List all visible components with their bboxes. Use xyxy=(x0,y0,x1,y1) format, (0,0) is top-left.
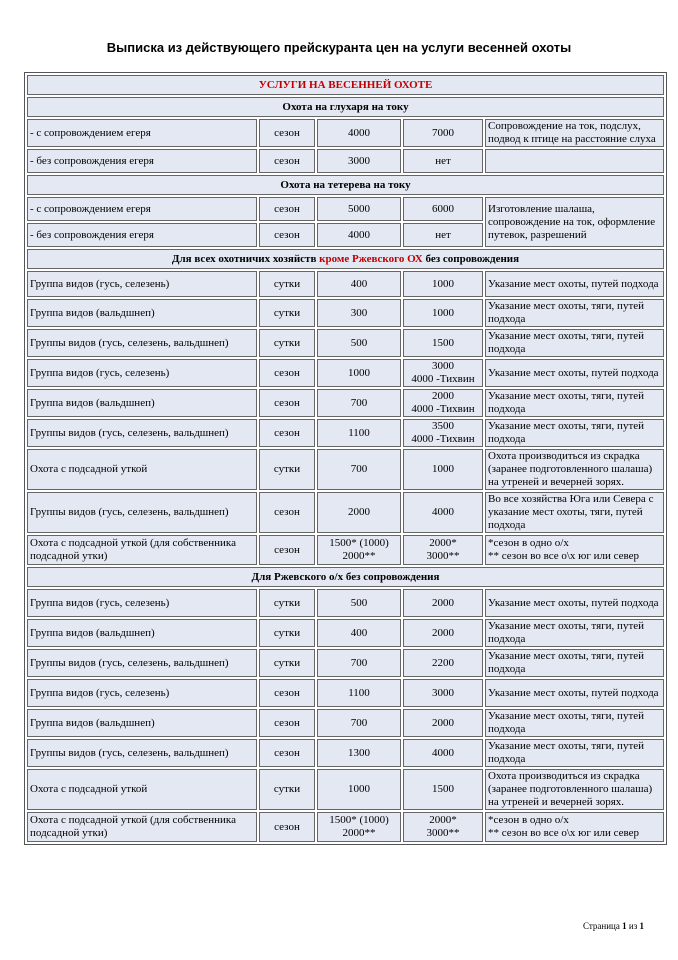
price-1-value: 2000 xyxy=(348,506,370,518)
service-name: Группы видов (гусь, селезень, вальдшнеп) xyxy=(27,492,257,533)
period-cell: сутки xyxy=(259,271,315,297)
note-text: Изготовление шалаша, сопровождение на ток, оформление путевок, разрешений xyxy=(488,202,656,241)
price-1-value: 1100 xyxy=(348,686,370,699)
period-cell: сезон xyxy=(259,679,315,707)
price-2-cell xyxy=(403,299,483,327)
price-1-value: 700 xyxy=(350,396,368,409)
period-cell: сезон xyxy=(259,223,315,247)
price-2-cell xyxy=(403,389,483,417)
price-2-value: 4000 xyxy=(432,506,454,518)
price-1-cell xyxy=(317,769,401,810)
price-1-cell xyxy=(317,449,401,490)
section-heading-black-grouse: Охота на тетерева на току xyxy=(27,175,664,195)
page-footer xyxy=(583,921,644,931)
section-heading-highlight: кроме Ржевского ОХ xyxy=(319,252,423,265)
note-text: Указание мест охоты, тяги, путей подхода xyxy=(488,390,645,415)
table-row xyxy=(27,812,664,842)
service-name: Охота с подсадной уткой xyxy=(27,449,257,490)
price-2-cell xyxy=(403,419,483,447)
service-name: Группы видов (гусь, селезень, вальдшнеп) xyxy=(27,649,257,677)
note-cell xyxy=(485,709,664,737)
price-2-cell xyxy=(403,329,483,357)
price-1-cell xyxy=(317,329,401,357)
table-row xyxy=(27,299,664,327)
price-1-value: 700 xyxy=(350,656,368,669)
price-1-value: 1000 xyxy=(348,783,370,795)
note-cell xyxy=(485,197,664,247)
period-cell: сезон xyxy=(259,389,315,417)
note-cell xyxy=(485,271,664,297)
note-cell xyxy=(485,299,664,327)
price-1-value: 3000 xyxy=(348,154,370,167)
price-2-value: 1500 xyxy=(432,783,454,795)
service-name: Группа видов (гусь, селезень) xyxy=(27,271,257,297)
note-text: *сезон в одно о/х xyxy=(488,814,569,826)
price-1-value: 1100 xyxy=(348,426,370,439)
table-row xyxy=(27,492,664,533)
table-row xyxy=(27,271,664,297)
note-text: Указание мест охоты, тяги, путей подхода xyxy=(488,710,645,735)
price-2-extra: 4000 -Тихвин xyxy=(411,373,475,385)
period-cell: сезон xyxy=(259,197,315,221)
price-2-value: 2000 xyxy=(432,626,454,639)
price-2-cell xyxy=(403,271,483,297)
price-2-value: 7000 xyxy=(432,126,454,139)
section-heading-capercaillie: Охота на глухаря на току xyxy=(27,97,664,117)
price-1-cell xyxy=(317,535,401,565)
period-cell: сезон xyxy=(259,535,315,565)
note-cell xyxy=(485,359,664,387)
price-2-cell xyxy=(403,359,483,387)
footer-of-label: из xyxy=(628,921,638,931)
service-name: Группы видов (гусь, селезень, вальдшнеп) xyxy=(27,419,257,447)
price-2-extra: 3000** xyxy=(426,827,460,839)
service-name: Охота с подсадной уткой (для собственника подсадной утки) xyxy=(27,535,257,565)
price-2-value: 1000 xyxy=(432,277,454,290)
table-row xyxy=(27,589,664,617)
table-row xyxy=(27,769,664,810)
service-name: - с сопровождением егеря xyxy=(27,197,257,221)
service-name: Охота с подсадной уткой (для собственника подсадной утки) xyxy=(27,812,257,842)
period-cell: сезон xyxy=(259,709,315,737)
table-title: УСЛУГИ НА ВЕСЕННЕЙ ОХОТЕ xyxy=(27,75,664,95)
table-row xyxy=(27,449,664,490)
price-2-value: нет xyxy=(435,154,451,167)
price-1-extra: 2000** xyxy=(342,550,376,562)
price-1-value: 5000 xyxy=(348,202,370,215)
note-cell xyxy=(485,389,664,417)
price-1-cell xyxy=(317,299,401,327)
service-name: Группы видов (гусь, селезень, вальдшнеп) xyxy=(27,329,257,357)
price-1-cell xyxy=(317,149,401,173)
price-1-cell xyxy=(317,619,401,647)
price-1-cell xyxy=(317,197,401,221)
period-cell: сезон xyxy=(259,419,315,447)
price-1-value: 500 xyxy=(350,336,368,349)
price-2-value: 2200 xyxy=(432,656,454,669)
price-2-value: 1000 xyxy=(432,463,454,475)
price-1-value: 1500* (1000) xyxy=(329,814,389,826)
note-text: Указание мест охоты, тяги, путей подхода xyxy=(488,420,645,445)
note-cell xyxy=(485,619,664,647)
table-row xyxy=(27,709,664,737)
price-1-value: 300 xyxy=(350,306,368,319)
period-cell: сезон xyxy=(259,119,315,147)
price-1-cell xyxy=(317,271,401,297)
service-name: - без сопровождения егеря xyxy=(27,149,257,173)
period-cell: сутки xyxy=(259,649,315,677)
note-cell xyxy=(485,419,664,447)
price-2-cell xyxy=(403,589,483,617)
price-1-cell xyxy=(317,739,401,767)
price-1-cell xyxy=(317,589,401,617)
footer-page-label: Страница xyxy=(583,921,620,931)
note-text: Указание мест охоты, путей подхода xyxy=(488,366,659,379)
note-text: Охота производиться из скрадка (заранее подготовленного шалаша) на утреней и вечерней зорях. xyxy=(488,770,653,808)
price-1-value: 4000 xyxy=(348,228,370,241)
note-text: Указание мест охоты, тяги, путей подхода xyxy=(488,650,645,675)
price-2-cell xyxy=(403,739,483,767)
note-cell xyxy=(485,589,664,617)
period-cell: сутки xyxy=(259,619,315,647)
service-name: Группа видов (гусь, селезень) xyxy=(27,359,257,387)
price-1-cell xyxy=(317,419,401,447)
price-2-value: 2000 xyxy=(432,716,454,729)
table-row xyxy=(27,419,664,447)
note-cell xyxy=(485,769,664,810)
note-cell xyxy=(485,492,664,533)
note-cell xyxy=(485,535,664,565)
price-2-cell xyxy=(403,492,483,533)
table-row xyxy=(27,389,664,417)
price-2-value: 3000 xyxy=(432,360,454,372)
price-2-cell xyxy=(403,812,483,842)
service-name: - без сопровождения егеря xyxy=(27,223,257,247)
service-name: - с сопровождением егеря xyxy=(27,119,257,147)
service-name: Группы видов (гусь, селезень, вальдшнеп) xyxy=(27,739,257,767)
price-1-cell xyxy=(317,223,401,247)
price-1-value: 4000 xyxy=(348,126,370,139)
price-2-extra: 3000** xyxy=(426,550,460,562)
price-2-cell xyxy=(403,649,483,677)
section-heading-part: Для всех охотничих хозяйств xyxy=(171,252,317,265)
period-cell: сезон xyxy=(259,359,315,387)
table-row xyxy=(27,359,664,387)
table-row xyxy=(27,149,664,173)
note-extra: ** сезон во все о\х юг или север xyxy=(488,550,640,562)
price-2-value: 1000 xyxy=(432,306,454,319)
price-1-cell xyxy=(317,492,401,533)
footer-page-total: 1 xyxy=(639,921,644,931)
period-cell: сутки xyxy=(259,769,315,810)
price-2-cell xyxy=(403,679,483,707)
note-text: Указание мест охоты, путей подхода xyxy=(488,277,659,290)
section-heading-part: без сопровождения xyxy=(425,252,520,265)
price-2-value: 3000 xyxy=(432,686,454,699)
note-text: Во все хозяйства Юга или Севера с указание мест охоты, тяги, путей подхода xyxy=(488,493,654,531)
section-heading-rzhev: Для Ржевского о/х без сопровождения xyxy=(27,567,664,587)
note-cell xyxy=(485,329,664,357)
table-row xyxy=(27,329,664,357)
price-2-value: 2000 xyxy=(432,596,454,609)
price-1-value: 1000 xyxy=(348,366,370,379)
price-2-value: 2000* xyxy=(429,814,457,826)
price-2-value: 3500 xyxy=(432,420,454,432)
price-1-value: 400 xyxy=(350,626,368,639)
price-2-cell xyxy=(403,149,483,173)
note-extra: ** сезон во все о\х юг или север xyxy=(488,827,640,839)
price-1-value: 700 xyxy=(350,463,368,475)
price-2-value: 2000 xyxy=(432,390,454,402)
period-cell: сутки xyxy=(259,449,315,490)
price-2-cell xyxy=(403,197,483,221)
note-text: Указание мест охоты, тяги, путей подхода xyxy=(488,620,645,645)
service-name: Группа видов (вальдшнеп) xyxy=(27,389,257,417)
price-2-value: 4000 xyxy=(432,746,454,759)
note-cell xyxy=(485,149,664,173)
price-1-cell xyxy=(317,812,401,842)
service-name: Группа видов (гусь, селезень) xyxy=(27,679,257,707)
price-1-cell xyxy=(317,389,401,417)
period-cell: сезон xyxy=(259,149,315,173)
service-name: Группа видов (гусь, селезень) xyxy=(27,589,257,617)
note-text: *сезон в одно о/х xyxy=(488,537,569,549)
price-2-cell xyxy=(403,535,483,565)
period-cell: сутки xyxy=(259,299,315,327)
note-text: Указание мест охоты, путей подхода xyxy=(488,596,659,609)
period-cell: сезон xyxy=(259,739,315,767)
note-cell xyxy=(485,812,664,842)
price-1-cell xyxy=(317,649,401,677)
table-row xyxy=(27,197,664,221)
section-heading-all-farms xyxy=(27,249,664,269)
table-row xyxy=(27,679,664,707)
price-1-cell xyxy=(317,709,401,737)
period-cell: сезон xyxy=(259,812,315,842)
price-2-extra: 4000 -Тихвин xyxy=(411,403,475,415)
table-row xyxy=(27,535,664,565)
price-2-value: нет xyxy=(435,228,451,241)
table-row xyxy=(27,739,664,767)
note-text: Указание мест охоты, тяги, путей подхода xyxy=(488,300,645,325)
note-text: Указание мест охоты, тяги, путей подхода xyxy=(488,330,645,355)
price-2-cell xyxy=(403,119,483,147)
price-2-cell xyxy=(403,769,483,810)
price-2-cell xyxy=(403,223,483,247)
note-cell xyxy=(485,119,664,147)
price-2-cell xyxy=(403,619,483,647)
note-text: Указание мест охоты, путей подхода xyxy=(488,686,659,699)
price-1-value: 400 xyxy=(350,277,368,290)
table-row xyxy=(27,649,664,677)
service-name: Охота с подсадной уткой xyxy=(27,769,257,810)
price-2-cell xyxy=(403,449,483,490)
price-2-value: 2000* xyxy=(429,537,457,549)
service-name: Группа видов (вальдшнеп) xyxy=(27,619,257,647)
table-row xyxy=(27,619,664,647)
price-1-cell xyxy=(317,119,401,147)
price-2-value: 6000 xyxy=(432,202,454,215)
price-1-value: 1300 xyxy=(348,746,370,759)
price-2-cell xyxy=(403,709,483,737)
price-1-cell xyxy=(317,679,401,707)
period-cell: сезон xyxy=(259,492,315,533)
note-text: Указание мест охоты, тяги, путей подхода xyxy=(488,740,645,765)
price-1-value: 500 xyxy=(350,596,368,609)
footer-page-number: 1 xyxy=(622,921,627,931)
price-table xyxy=(24,72,667,845)
price-2-extra: 4000 -Тихвин xyxy=(411,433,475,445)
price-1-value: 1500* (1000) xyxy=(329,537,389,549)
table-row xyxy=(27,119,664,147)
note-cell xyxy=(485,739,664,767)
price-1-value: 700 xyxy=(350,716,368,729)
note-cell xyxy=(485,679,664,707)
price-1-extra: 2000** xyxy=(342,827,376,839)
note-cell xyxy=(485,449,664,490)
period-cell: сутки xyxy=(259,589,315,617)
note-cell xyxy=(485,649,664,677)
price-2-value: 1500 xyxy=(432,336,454,349)
service-name: Группа видов (вальдшнеп) xyxy=(27,299,257,327)
note-text: Охота производиться из скрадка (заранее подготовленного шалаша) на утреней и вечерней зорях. xyxy=(488,450,653,488)
period-cell: сутки xyxy=(259,329,315,357)
document-title: Выписка из действующего прейскуранта цен на услуги весенней охоты xyxy=(106,40,572,55)
price-1-cell xyxy=(317,359,401,387)
note-text: Сопровождение на ток, подслух, подвод к птице на расстояние слуха xyxy=(488,120,656,145)
service-name: Группа видов (вальдшнеп) xyxy=(27,709,257,737)
